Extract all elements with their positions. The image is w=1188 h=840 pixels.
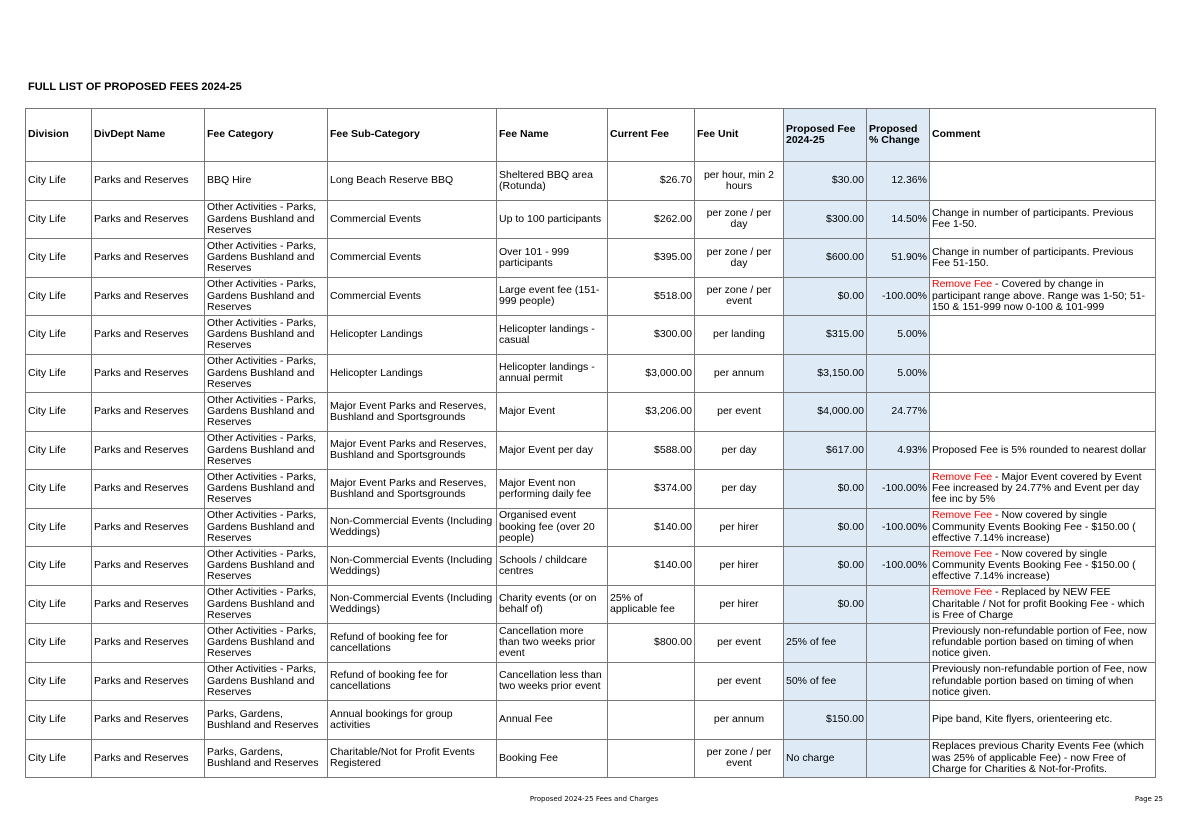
cell-current-fee: $140.00 bbox=[608, 508, 695, 547]
cell-dept: Parks and Reserves bbox=[92, 547, 205, 586]
cell-current-fee: $140.00 bbox=[608, 547, 695, 586]
cell-division: City Life bbox=[26, 431, 92, 470]
cell-dept: Parks and Reserves bbox=[92, 316, 205, 355]
cell-proposed-fee: $600.00 bbox=[784, 239, 867, 278]
cell-comment bbox=[930, 739, 1156, 778]
cell-fee-name: Schools / childcare centres bbox=[497, 547, 608, 586]
cell-dept: Parks and Reserves bbox=[92, 162, 205, 201]
cell-proposed-change: 14.50% bbox=[867, 200, 930, 239]
cell-division: City Life bbox=[26, 316, 92, 355]
cell-proposed-fee: $3,150.00 bbox=[784, 354, 867, 393]
cell-dept: Parks and Reserves bbox=[92, 662, 205, 701]
cell-subcategory: Commercial Events bbox=[328, 200, 497, 239]
cell-current-fee: $518.00 bbox=[608, 277, 695, 316]
cell-division: City Life bbox=[26, 162, 92, 201]
cell-fee-name: Major Event non performing daily fee bbox=[497, 470, 608, 509]
cell-division: City Life bbox=[26, 585, 92, 624]
cell-proposed-change: 5.00% bbox=[867, 354, 930, 393]
comment-text: Proposed Fee is 5% rounded to nearest dollar bbox=[932, 443, 1147, 456]
cell-dept: Parks and Reserves bbox=[92, 431, 205, 470]
cell-subcategory: Major Event Parks and Reserves, Bushland and Sportsgrounds bbox=[328, 431, 497, 470]
cell-fee-unit: per zone / per day bbox=[695, 239, 784, 278]
remove-fee-label: Remove Fee bbox=[932, 547, 993, 560]
col-header-division: Division bbox=[26, 109, 92, 162]
cell-proposed-change bbox=[867, 739, 930, 778]
cell-proposed-fee: $0.00 bbox=[784, 547, 867, 586]
comment-text: Previously non-refundable portion of Fee, now refundable portion based on timing of when notice given. bbox=[932, 624, 1147, 660]
cell-category: Other Activities - Parks, Gardens Bushland and Reserves bbox=[205, 277, 328, 316]
cell-proposed-fee: $30.00 bbox=[784, 162, 867, 201]
cell-fee-unit: per landing bbox=[695, 316, 784, 355]
cell-comment bbox=[930, 508, 1156, 547]
cell-category: Other Activities - Parks, Gardens Bushland and Reserves bbox=[205, 585, 328, 624]
cell-fee-name: Sheltered BBQ area (Rotunda) bbox=[497, 162, 608, 201]
col-header-current-fee: Current Fee bbox=[608, 109, 695, 162]
cell-category: Other Activities - Parks, Gardens Bushland and Reserves bbox=[205, 393, 328, 432]
cell-division: City Life bbox=[26, 470, 92, 509]
cell-fee-name: Booking Fee bbox=[497, 739, 608, 778]
cell-dept: Parks and Reserves bbox=[92, 508, 205, 547]
cell-current-fee bbox=[608, 662, 695, 701]
comment-text: - Now covered by single Community Events Booking Fee - $150.00 ( effective 7.14% increase) bbox=[932, 509, 1136, 544]
cell-fee-name: Helicopter landings - casual bbox=[497, 316, 608, 355]
cell-dept: Parks and Reserves bbox=[92, 200, 205, 239]
cell-proposed-fee: $0.00 bbox=[784, 508, 867, 547]
table-row bbox=[26, 739, 1156, 778]
cell-division: City Life bbox=[26, 508, 92, 547]
cell-proposed-change: -100.00% bbox=[867, 508, 930, 547]
table-row bbox=[26, 354, 1156, 393]
cell-fee-unit: per event bbox=[695, 662, 784, 701]
fees-table bbox=[25, 108, 1156, 778]
cell-current-fee: 25% of applicable fee bbox=[608, 585, 695, 624]
table-row bbox=[26, 393, 1156, 432]
footer-page-number: Page 25 bbox=[1134, 795, 1163, 803]
cell-division: City Life bbox=[26, 547, 92, 586]
cell-comment bbox=[930, 662, 1156, 701]
cell-proposed-change bbox=[867, 701, 930, 740]
cell-dept: Parks and Reserves bbox=[92, 739, 205, 778]
cell-category: Parks, Gardens, Bushland and Reserves bbox=[205, 739, 328, 778]
cell-dept: Parks and Reserves bbox=[92, 277, 205, 316]
cell-proposed-change: -100.00% bbox=[867, 547, 930, 586]
cell-fee-unit: per zone / per event bbox=[695, 739, 784, 778]
cell-dept: Parks and Reserves bbox=[92, 701, 205, 740]
remove-fee-label: Remove Fee bbox=[932, 278, 993, 291]
table-row bbox=[26, 585, 1156, 624]
cell-fee-unit: per annum bbox=[695, 701, 784, 740]
table-header-row bbox=[26, 109, 1156, 162]
col-header-proposed-change: Proposed % Change bbox=[867, 109, 930, 162]
cell-current-fee: $3,000.00 bbox=[608, 354, 695, 393]
cell-category: Other Activities - Parks, Gardens Bushland and Reserves bbox=[205, 547, 328, 586]
table-row bbox=[26, 701, 1156, 740]
cell-fee-unit: per hirer bbox=[695, 547, 784, 586]
comment-text: - Major Event covered by Event Fee increased by 24.77% and Event per day fee inc by 5% bbox=[932, 470, 1142, 506]
cell-category: Other Activities - Parks, Gardens Bushland and Reserves bbox=[205, 431, 328, 470]
footer-document-title: Proposed 2024-25 Fees and Charges bbox=[529, 795, 659, 803]
cell-proposed-change: -100.00% bbox=[867, 277, 930, 316]
cell-division: City Life bbox=[26, 354, 92, 393]
cell-fee-unit: per day bbox=[695, 470, 784, 509]
cell-proposed-change: 12.36% bbox=[867, 162, 930, 201]
cell-dept: Parks and Reserves bbox=[92, 239, 205, 278]
cell-fee-unit: per event bbox=[695, 624, 784, 663]
cell-comment bbox=[930, 354, 1156, 393]
cell-current-fee: $395.00 bbox=[608, 239, 695, 278]
cell-comment bbox=[930, 393, 1156, 432]
cell-subcategory: Helicopter Landings bbox=[328, 316, 497, 355]
cell-fee-unit: per hirer bbox=[695, 585, 784, 624]
cell-fee-unit: per hirer bbox=[695, 508, 784, 547]
cell-subcategory: Commercial Events bbox=[328, 277, 497, 316]
cell-current-fee: $300.00 bbox=[608, 316, 695, 355]
cell-fee-name: Major Event per day bbox=[497, 431, 608, 470]
cell-fee-unit: per zone / per day bbox=[695, 200, 784, 239]
remove-fee-label: Remove Fee bbox=[932, 509, 993, 522]
cell-proposed-change: 24.77% bbox=[867, 393, 930, 432]
cell-current-fee: $800.00 bbox=[608, 624, 695, 663]
cell-subcategory: Helicopter Landings bbox=[328, 354, 497, 393]
comment-text: - Now covered by single Community Events Booking Fee - $150.00 ( effective 7.14% increase) bbox=[932, 547, 1136, 583]
cell-category: Other Activities - Parks, Gardens Bushland and Reserves bbox=[205, 508, 328, 547]
cell-fee-name: Organised event booking fee (over 20 people) bbox=[497, 508, 608, 547]
cell-fee-name: Major Event bbox=[497, 393, 608, 432]
cell-fee-name: Over 101 - 999 participants bbox=[497, 239, 608, 278]
cell-proposed-fee: $4,000.00 bbox=[784, 393, 867, 432]
col-header-subcategory: Fee Sub-Category bbox=[328, 109, 497, 162]
remove-fee-label: Remove Fee bbox=[932, 470, 993, 483]
cell-fee-name: Charity events (or on behalf of) bbox=[497, 585, 608, 624]
col-header-fee-name: Fee Name bbox=[497, 109, 608, 162]
cell-subcategory: Charitable/Not for Profit Events Registered bbox=[328, 739, 497, 778]
cell-fee-unit: per hour, min 2 hours bbox=[695, 162, 784, 201]
table-row bbox=[26, 431, 1156, 470]
cell-fee-name: Cancellation more than two weeks prior event bbox=[497, 624, 608, 663]
cell-current-fee: $588.00 bbox=[608, 431, 695, 470]
cell-subcategory: Non-Commercial Events (Including Weddings) bbox=[328, 508, 497, 547]
cell-category: Other Activities - Parks, Gardens Bushland and Reserves bbox=[205, 624, 328, 663]
cell-fee-unit: per zone / per event bbox=[695, 277, 784, 316]
cell-fee-unit: per annum bbox=[695, 354, 784, 393]
cell-subcategory: Refund of booking fee for cancellations bbox=[328, 662, 497, 701]
cell-proposed-fee: $315.00 bbox=[784, 316, 867, 355]
table-row bbox=[26, 547, 1156, 586]
cell-comment bbox=[930, 316, 1156, 355]
cell-comment bbox=[930, 585, 1156, 624]
cell-dept: Parks and Reserves bbox=[92, 585, 205, 624]
remove-fee-label: Remove Fee bbox=[932, 586, 993, 599]
cell-comment bbox=[930, 200, 1156, 239]
cell-comment bbox=[930, 701, 1156, 740]
cell-dept: Parks and Reserves bbox=[92, 354, 205, 393]
col-header-proposed-fee: Proposed Fee 2024-25 bbox=[784, 109, 867, 162]
cell-proposed-change: -100.00% bbox=[867, 470, 930, 509]
cell-proposed-change: 51.90% bbox=[867, 239, 930, 278]
comment-text: Change in number of participants. Previous Fee 51-150. bbox=[932, 245, 1134, 269]
cell-fee-unit: per day bbox=[695, 431, 784, 470]
cell-category: Other Activities - Parks, Gardens Bushland and Reserves bbox=[205, 354, 328, 393]
cell-division: City Life bbox=[26, 277, 92, 316]
cell-subcategory: Annual bookings for group activities bbox=[328, 701, 497, 740]
cell-category: Other Activities - Parks, Gardens Bushland and Reserves bbox=[205, 200, 328, 239]
cell-comment bbox=[930, 239, 1156, 278]
cell-proposed-fee: $617.00 bbox=[784, 431, 867, 470]
col-header-fee-unit: Fee Unit bbox=[695, 109, 784, 162]
cell-comment bbox=[930, 547, 1156, 586]
comment-text: Previously non-refundable portion of Fee, now refundable portion based on timing of when notice given. bbox=[932, 663, 1147, 698]
cell-subcategory: Major Event Parks and Reserves, Bushland and Sportsgrounds bbox=[328, 470, 497, 509]
cell-proposed-fee: $300.00 bbox=[784, 200, 867, 239]
table-row bbox=[26, 470, 1156, 509]
cell-proposed-fee: 50% of fee bbox=[784, 662, 867, 701]
comment-text: - Covered by change in participant range above. Range was 1-50; 51-150 & 151-999 now 0-100 & 101-999 bbox=[932, 278, 1146, 313]
cell-proposed-fee: $0.00 bbox=[784, 470, 867, 509]
cell-proposed-fee: No charge bbox=[784, 739, 867, 778]
table-row bbox=[26, 200, 1156, 239]
cell-proposed-change bbox=[867, 585, 930, 624]
cell-division: City Life bbox=[26, 239, 92, 278]
comment-text: - Replaced by NEW FEE Charitable / Not for profit Booking Fee - which is Free of Charge bbox=[932, 586, 1145, 621]
cell-subcategory: Commercial Events bbox=[328, 239, 497, 278]
table-row bbox=[26, 624, 1156, 663]
cell-category: Other Activities - Parks, Gardens Bushland and Reserves bbox=[205, 470, 328, 509]
comment-text: Pipe band, Kite flyers, orienteering etc. bbox=[932, 713, 1113, 726]
cell-dept: Parks and Reserves bbox=[92, 470, 205, 509]
cell-division: City Life bbox=[26, 393, 92, 432]
cell-category: BBQ Hire bbox=[205, 162, 328, 201]
cell-current-fee: $26.70 bbox=[608, 162, 695, 201]
cell-division: City Life bbox=[26, 662, 92, 701]
comment-text: Replaces previous Charity Events Fee (which was 25% of applicable Fee) - now Free of Charge for Charities & Not-for-Profits. bbox=[932, 740, 1144, 775]
cell-category: Parks, Gardens, Bushland and Reserves bbox=[205, 701, 328, 740]
cell-category: Other Activities - Parks, Gardens Bushland and Reserves bbox=[205, 316, 328, 355]
table-row bbox=[26, 662, 1156, 701]
cell-comment bbox=[930, 470, 1156, 509]
cell-category: Other Activities - Parks, Gardens Bushland and Reserves bbox=[205, 662, 328, 701]
table-row bbox=[26, 239, 1156, 278]
table-row bbox=[26, 508, 1156, 547]
cell-comment bbox=[930, 431, 1156, 470]
cell-current-fee: $262.00 bbox=[608, 200, 695, 239]
cell-proposed-fee: $0.00 bbox=[784, 585, 867, 624]
table-row bbox=[26, 162, 1156, 201]
cell-comment bbox=[930, 277, 1156, 316]
cell-current-fee: $3,206.00 bbox=[608, 393, 695, 432]
comment-text: Change in number of participants. Previous Fee 1-50. bbox=[932, 207, 1134, 231]
cell-fee-unit: per event bbox=[695, 393, 784, 432]
table-row bbox=[26, 316, 1156, 355]
cell-fee-name: Helicopter landings - annual permit bbox=[497, 354, 608, 393]
cell-subcategory: Long Beach Reserve BBQ bbox=[328, 162, 497, 201]
cell-current-fee bbox=[608, 701, 695, 740]
cell-current-fee bbox=[608, 739, 695, 778]
cell-category: Other Activities - Parks, Gardens Bushland and Reserves bbox=[205, 239, 328, 278]
cell-subcategory: Non-Commercial Events (Including Weddings) bbox=[328, 547, 497, 586]
cell-subcategory: Major Event Parks and Reserves, Bushland and Sportsgrounds bbox=[328, 393, 497, 432]
cell-fee-name: Cancellation less than two weeks prior event bbox=[497, 662, 608, 701]
cell-proposed-change: 4.93% bbox=[867, 431, 930, 470]
cell-proposed-fee: $150.00 bbox=[784, 701, 867, 740]
cell-dept: Parks and Reserves bbox=[92, 624, 205, 663]
cell-current-fee: $374.00 bbox=[608, 470, 695, 509]
cell-dept: Parks and Reserves bbox=[92, 393, 205, 432]
cell-comment bbox=[930, 624, 1156, 663]
cell-proposed-change bbox=[867, 624, 930, 663]
col-header-dept: DivDept Name bbox=[92, 109, 205, 162]
cell-division: City Life bbox=[26, 200, 92, 239]
table-row bbox=[26, 277, 1156, 316]
cell-comment bbox=[930, 162, 1156, 201]
cell-division: City Life bbox=[26, 701, 92, 740]
col-header-category: Fee Category bbox=[205, 109, 328, 162]
cell-proposed-change bbox=[867, 662, 930, 701]
cell-subcategory: Non-Commercial Events (Including Weddings) bbox=[328, 585, 497, 624]
cell-subcategory: Refund of booking fee for cancellations bbox=[328, 624, 497, 663]
cell-fee-name: Annual Fee bbox=[497, 701, 608, 740]
cell-fee-name: Up to 100 participants bbox=[497, 200, 608, 239]
page-title: FULL LIST OF PROPOSED FEES 2024-25 bbox=[28, 81, 242, 93]
cell-proposed-fee: $0.00 bbox=[784, 277, 867, 316]
cell-proposed-change: 5.00% bbox=[867, 316, 930, 355]
col-header-comment: Comment bbox=[930, 109, 1156, 162]
cell-division: City Life bbox=[26, 739, 92, 778]
cell-division: City Life bbox=[26, 624, 92, 663]
cell-proposed-fee: 25% of fee bbox=[784, 624, 867, 663]
cell-fee-name: Large event fee (151-999 people) bbox=[497, 277, 608, 316]
